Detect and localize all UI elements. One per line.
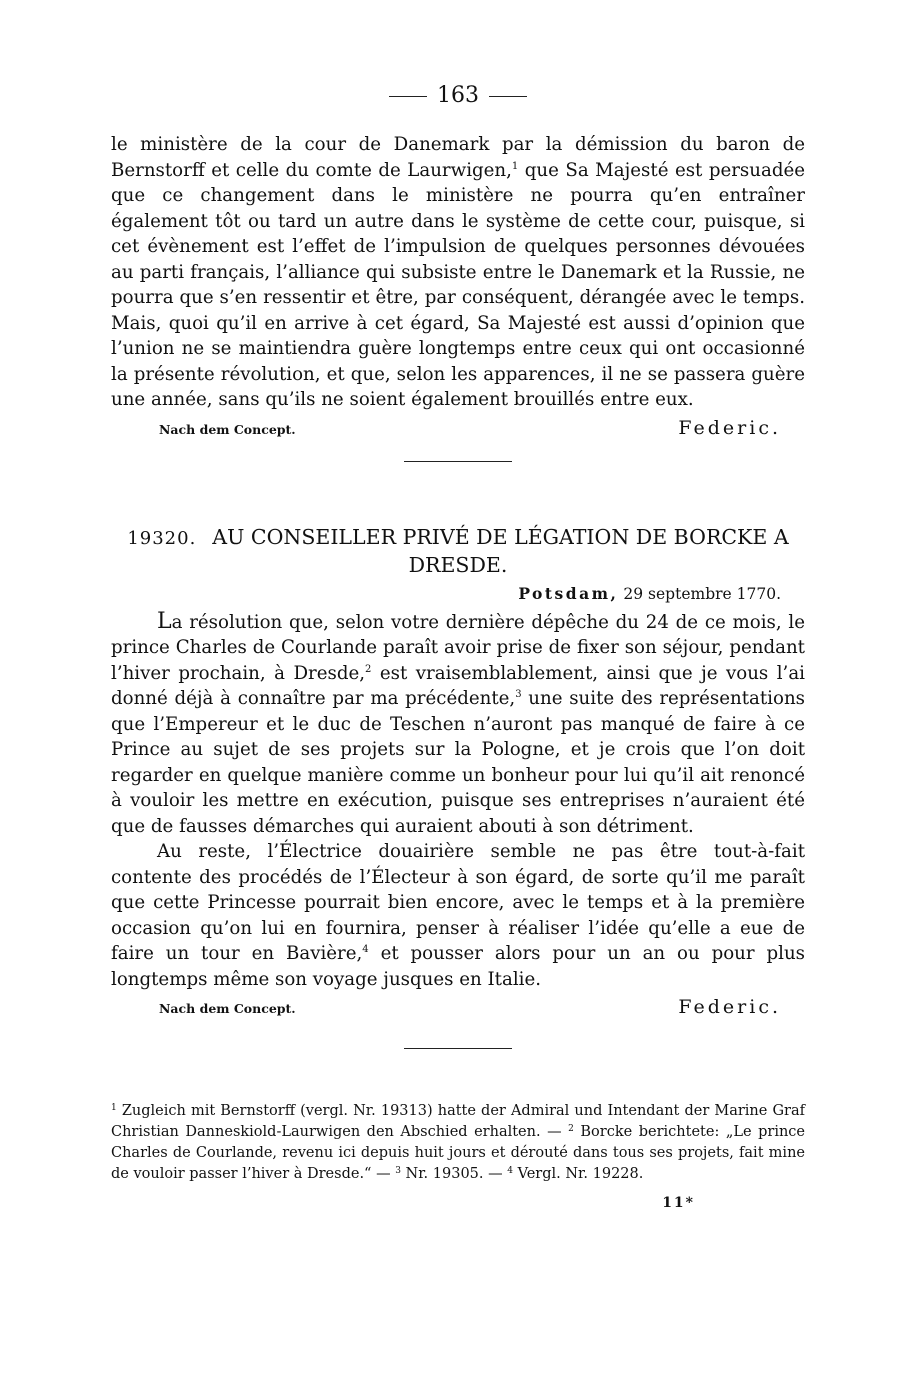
closing-row-1 — [111, 417, 805, 439]
footnote-ref-3[interactable]: 3 — [515, 689, 522, 700]
footnote-mark-3: 3 — [395, 1166, 401, 1176]
continued-paragraph-text-b: que Sa Majesté est persuadée que ce changement dans le ministère ne pourra qu’en entraîner également tôt ou tard un autre dans le système de cette cour, puisque, si cet évènement est l’effet de l’impulsion de quelques personnes dévouées au parti français, l’alliance qui subsiste entre le Danemark et la Russie, ne pourra que s’en ressentir et être, par conséquent, dérangée avec le temps. Mais, quoi qu’il en arrive à cet égard, Sa Majesté est aussi d’opinion que l’union ne se maintiendra guère longtemps entre ceux qui ont occasionné la présente révolution, et que, selon les apparences, il ne se passera guère une année, sans qu’ils ne soient également brouillés entre eux. — [111, 159, 805, 410]
letter-paragraph-1-text-c: une suite des représentations que l’Empereur et le duc de Teschen n’auront pas manqué de faire à ce Prince au sujet de ses projets sur la Pologne, et je crois que l’on doit regarder en quelque manière comme un bonheur pour lui qu’il ait renoncé à vouloir les mettre en exécution, puisque ses entreprises n’auraient été que de fausses démarches qui auraient abouti à son détriment. — [111, 688, 805, 837]
dateline-date: 29 septembre 1770. — [618, 584, 781, 603]
concept-note-1: Nach dem Concept. — [159, 421, 296, 437]
footnote-4-text: Vergl. Nr. 19228. — [512, 1166, 644, 1182]
signature-1: Federic. — [678, 416, 781, 439]
running-head — [111, 82, 805, 110]
signature-2: Federic. — [678, 996, 781, 1018]
letter-heading-text: AU CONSEILLER PRIVÉ DE LÉGATION DE BORCKE A DRESDE. — [212, 524, 789, 577]
letter-paragraph-1-text-b: est vraisemblablement, ainsi que je vous l’ai donné déjà à connaître par ma précédente, — [111, 662, 806, 709]
footnotes — [111, 1101, 805, 1185]
letter-paragraph-2-text-b: et pousser alors pour un an ou pour plus longtemps même son voyage jusques en Italie. — [111, 943, 805, 990]
running-head-dash-right — [489, 96, 527, 97]
dateline — [111, 584, 781, 603]
running-head-dash-left — [389, 96, 427, 97]
continued-paragraph — [111, 132, 805, 413]
footnote-mark-1: 1 — [111, 1103, 117, 1113]
footnote-2-text: Borcke berichtete: „Le prince Charles de Courlande, revenu ici depuis huit jours et dérouté dans tous ses projets, fait mine de vouloir passer l’hiver à Dresde.“ — — [111, 1124, 805, 1182]
footnote-4 — [507, 1166, 643, 1182]
closing-row-2 — [111, 996, 805, 1018]
page — [111, 82, 805, 1211]
footnote-ref-2[interactable]: 2 — [365, 663, 372, 675]
paragraph-initial: L — [157, 608, 172, 634]
concept-note-2: Nach dem Concept. — [159, 1001, 296, 1016]
footnote-mark-2: 2 — [568, 1124, 574, 1134]
footnote-3 — [395, 1166, 507, 1182]
letter-heading — [111, 524, 805, 578]
letter-number: 19320. — [127, 527, 197, 549]
letter-paragraph-2-text-a: Au reste, l’Électrice douairière semble ne pas être tout-à-fait contente des procédés de l’Électeur à son égard, de sorte qu’il me paraît que cette Princesse pourrait bien encore, avec le temps et à la première occasion qu’on lui en fournira, penser à réaliser l’idée qu’elle a eue de faire un tour en Bavière, — [111, 841, 805, 964]
footnote-1-text: Zugleich mit Bernstorff (vergl. Nr. 19313) hatte der Admiral und Intendant der Marine Graf Christian Danneskiold-Laurwigen den Abschied erhalten. — — [111, 1103, 805, 1140]
letter-paragraph-1-text-a: a résolution que, selon votre dernière dépêche du 24 de ce mois, le prince Charles de Courlande paraît avoir prise de fixer son séjour, pendant l’hiver prochain, à Dresde, — [111, 611, 805, 684]
footnote-3-text: Nr. 19305. — — [400, 1166, 508, 1182]
footnote-ref-4[interactable]: 4 — [362, 944, 369, 955]
dateline-place: Potsdam, — [518, 583, 619, 603]
printer-signature-mark: 11* — [662, 1195, 695, 1211]
letter-paragraph-2 — [111, 839, 805, 992]
continued-paragraph-text-a: le ministère de la cour de Danemark par la démission du baron de Bernstorff et celle du comte de Laurwigen, — [111, 134, 805, 181]
footnote-mark-4: 4 — [507, 1166, 513, 1176]
page-number: 163 — [437, 83, 479, 108]
letter-paragraph-1 — [111, 609, 805, 840]
footnote-ref-1[interactable]: 1 — [511, 160, 519, 172]
